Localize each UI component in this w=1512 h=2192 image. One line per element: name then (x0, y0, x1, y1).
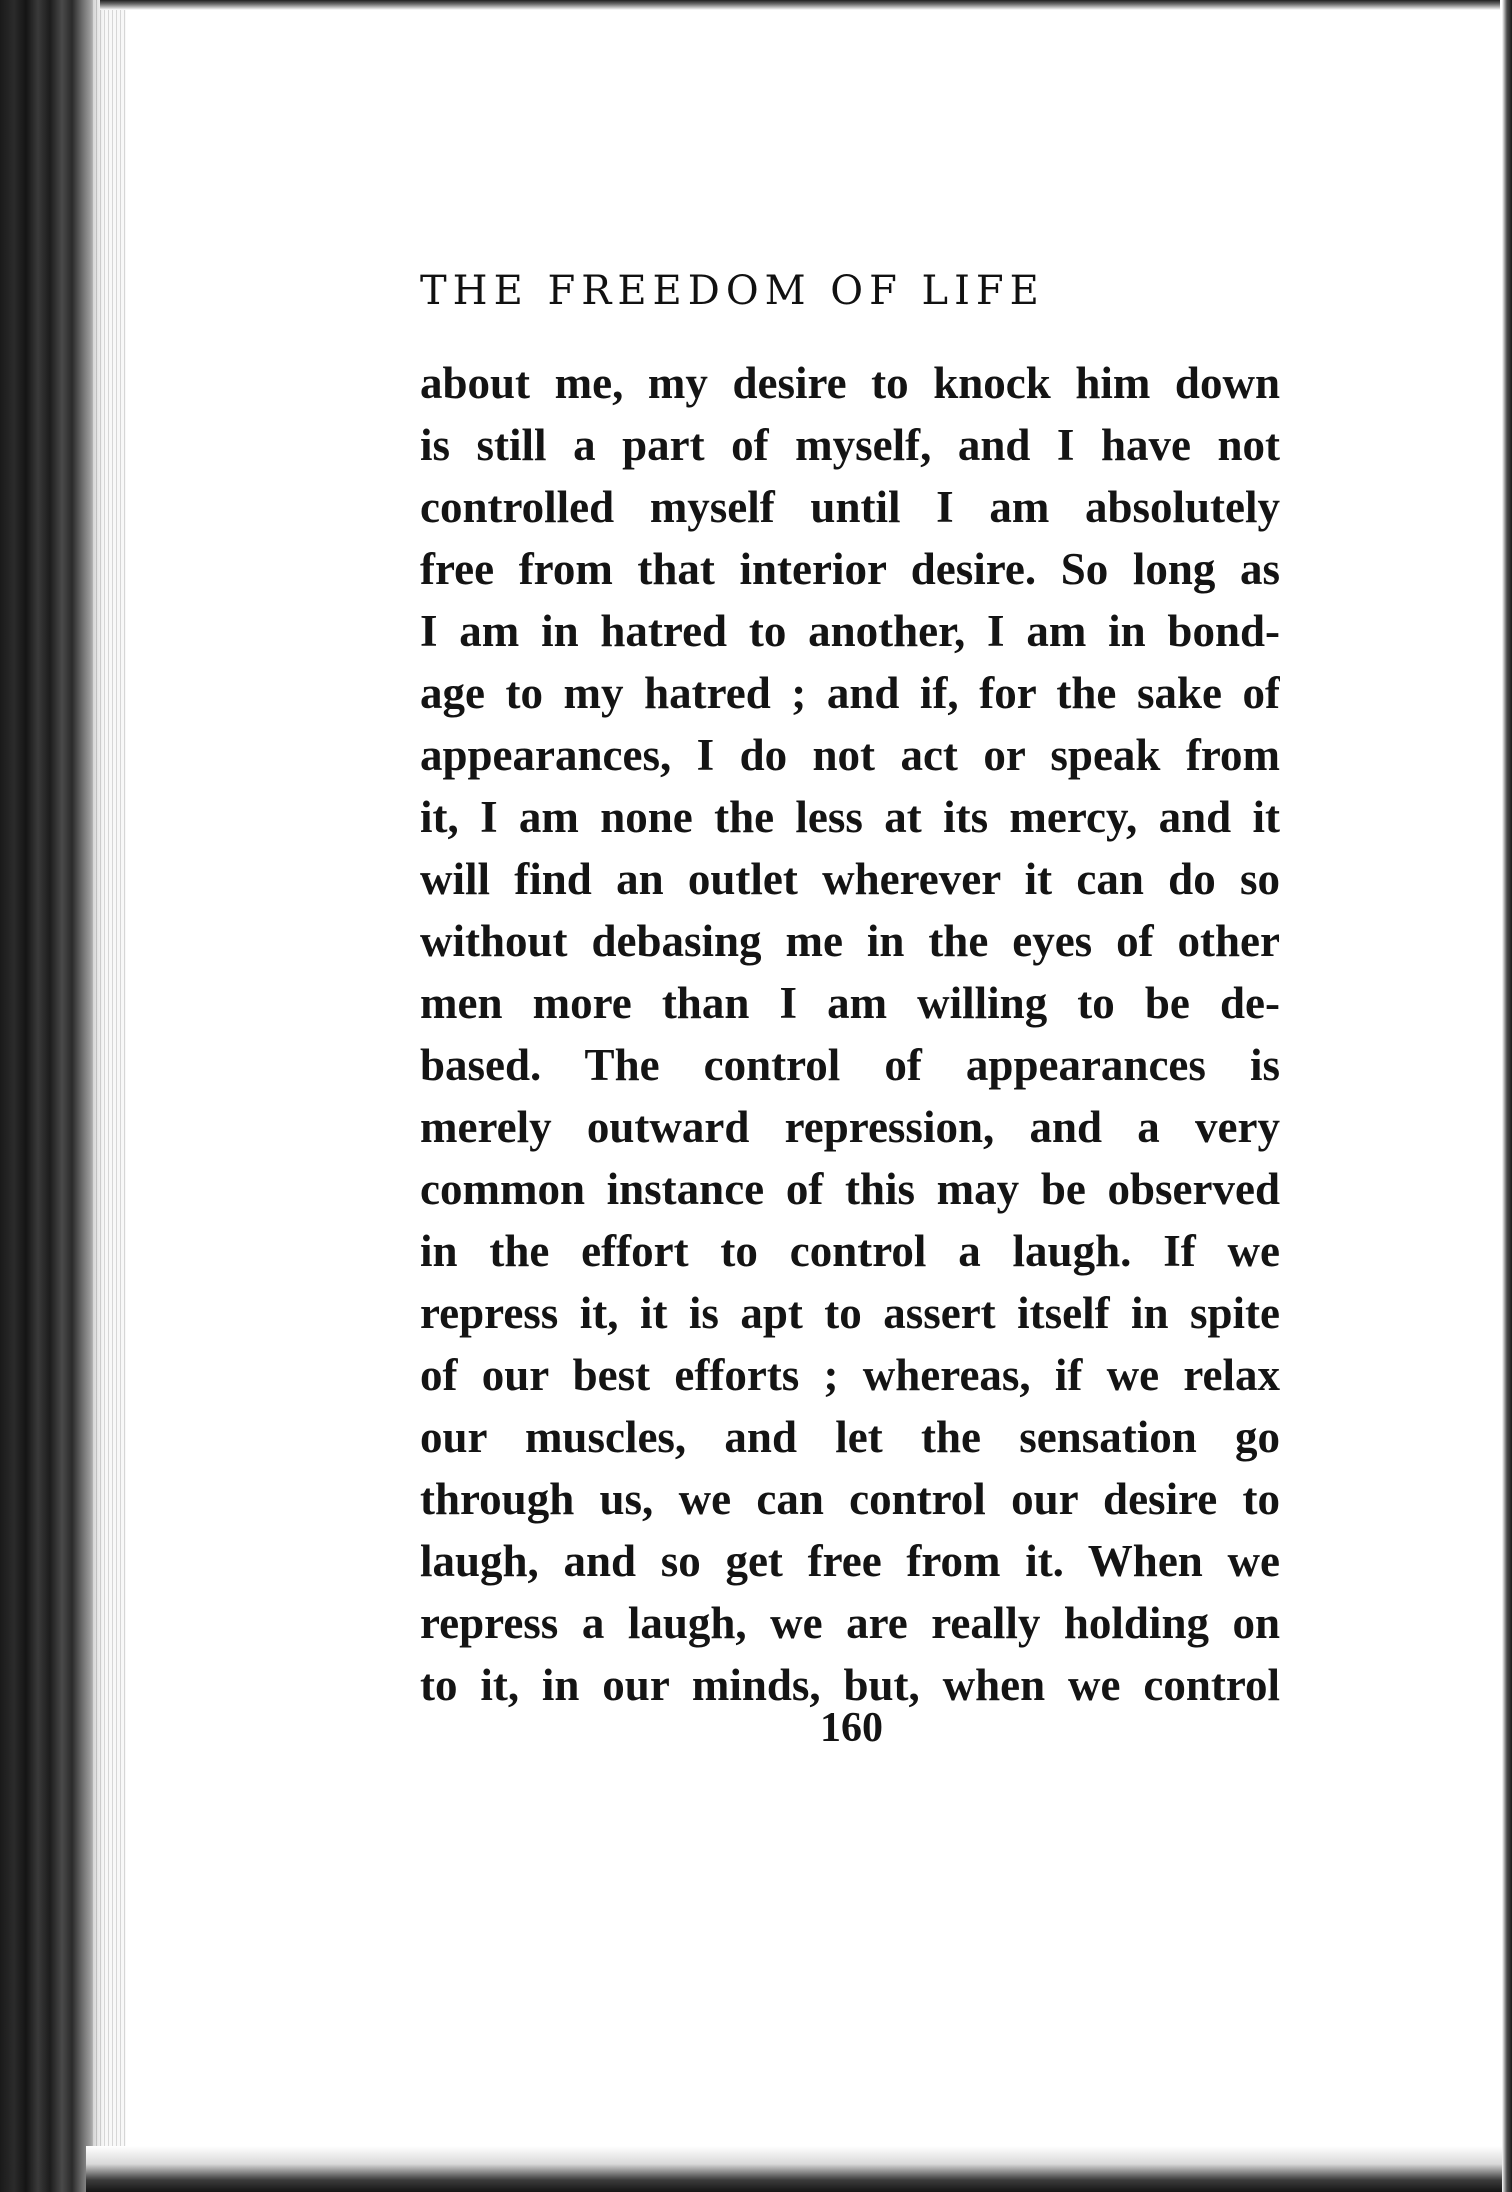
text-line: repress a laugh, we are really holding on (420, 1598, 1280, 1648)
text-line: of our best efforts ; whereas, if we relax (420, 1350, 1280, 1400)
text-line: free from that interior desire. So long as (420, 544, 1280, 594)
text-line: in the effort to control a laugh. If we (420, 1226, 1280, 1276)
text-line: laugh, and so get free from it. When we (420, 1536, 1280, 1586)
text-line: appearances, I do not act or speak from (420, 730, 1280, 780)
text-line: based. The control of appearances is (420, 1040, 1280, 1090)
text-line: controlled myself until I am absolutely (420, 482, 1280, 532)
page-bottom-edge (86, 2146, 1502, 2192)
text-line: common instance of this may be observed (420, 1164, 1280, 1214)
text-line: repress it, it is apt to assert itself in spite (420, 1288, 1280, 1338)
book-binding-edge (0, 0, 104, 2192)
text-line: is still a part of myself, and I have not (420, 420, 1280, 470)
page-number: 160 (820, 1705, 883, 1751)
text-line: age to my hatred ; and if, for the sake of (420, 668, 1280, 718)
text-line: I am in hatred to another, I am in bond- (420, 606, 1280, 656)
running-head: THE FREEDOM OF LIFE (420, 268, 1045, 314)
page-right-edge (1502, 0, 1512, 2192)
text-line: about me, my desire to knock him down (420, 358, 1280, 408)
text-line: will find an outlet wherever it can do so (420, 854, 1280, 904)
text-line: men more than I am willing to be de- (420, 978, 1280, 1028)
text-line: through us, we can control our desire to (420, 1474, 1280, 1524)
body-text (420, 352, 1280, 1716)
text-line: merely outward repression, and a very (420, 1102, 1280, 1152)
text-line: it, I am none the less at its mercy, and it (420, 792, 1280, 842)
page-stack-edge (92, 0, 126, 2150)
page-top-edge (100, 0, 1500, 10)
text-line: to it, in our minds, but, when we control (420, 1660, 1280, 1710)
text-line: our muscles, and let the sensation go (420, 1412, 1280, 1462)
text-line: without debasing me in the eyes of other (420, 916, 1280, 966)
